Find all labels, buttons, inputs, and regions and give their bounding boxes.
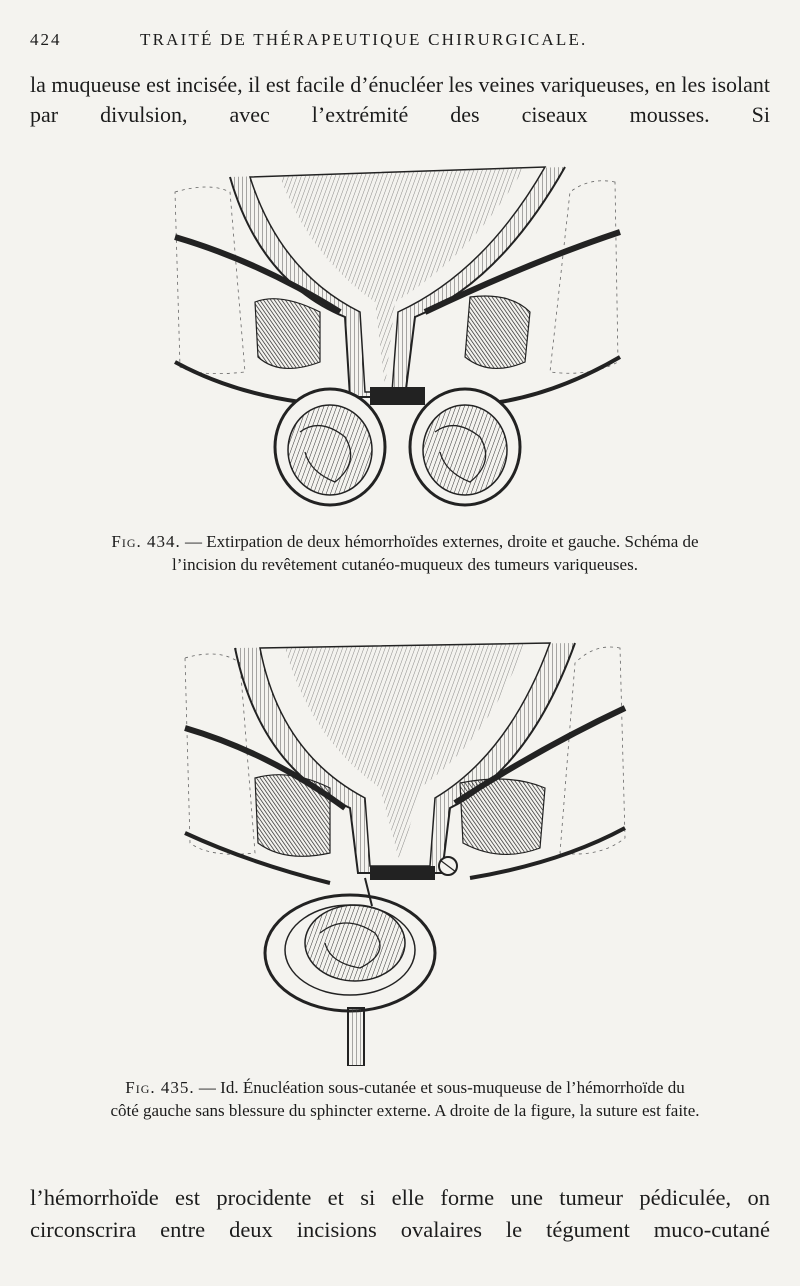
figure-435-caption (110, 1076, 700, 1122)
figure-434-caption-text: — Extirpation de deux hémorrhoïdes externes, droite et gauche. Schéma de l’incision du revêtement cutanéo-muqueux des tumeurs variqueuses. (172, 532, 699, 574)
running-title: TRAITÉ DE THÉRAPEUTIQUE CHIRURGICALE. (140, 30, 588, 49)
body-paragraph-top: la muqueuse est incisée, il est facile d’énucléer les veines variqueuses, en les isolant par divulsion, avec l’extrémité des ciseaux mousses. Si (30, 72, 770, 127)
anatomical-engraving-434 (170, 162, 625, 512)
anatomical-engraving-435 (180, 638, 630, 1066)
figure-434-label: Fig. 434. (111, 532, 181, 551)
figure-435-label: Fig. 435. (125, 1078, 195, 1097)
figure-435-caption-text: — Id. Énucléation sous-cutanée et sous-muqueuse de l’hémorrhoïde du côté gauche sans blessure du sphincter externe. A droite de la figure, la suture est faite. (110, 1078, 700, 1120)
page-number: 424 (30, 30, 62, 49)
figure-434-caption (110, 530, 700, 576)
page-header (30, 30, 770, 54)
body-paragraph-bottom: l’hémorrhoïde est procidente et si elle forme une tumeur pédiculée, on circonscrira entre deux incisions ovalaires le tégument muco-cutané (30, 1185, 770, 1242)
figure-434-illustration (170, 162, 625, 512)
figure-435-illustration (180, 638, 630, 1066)
